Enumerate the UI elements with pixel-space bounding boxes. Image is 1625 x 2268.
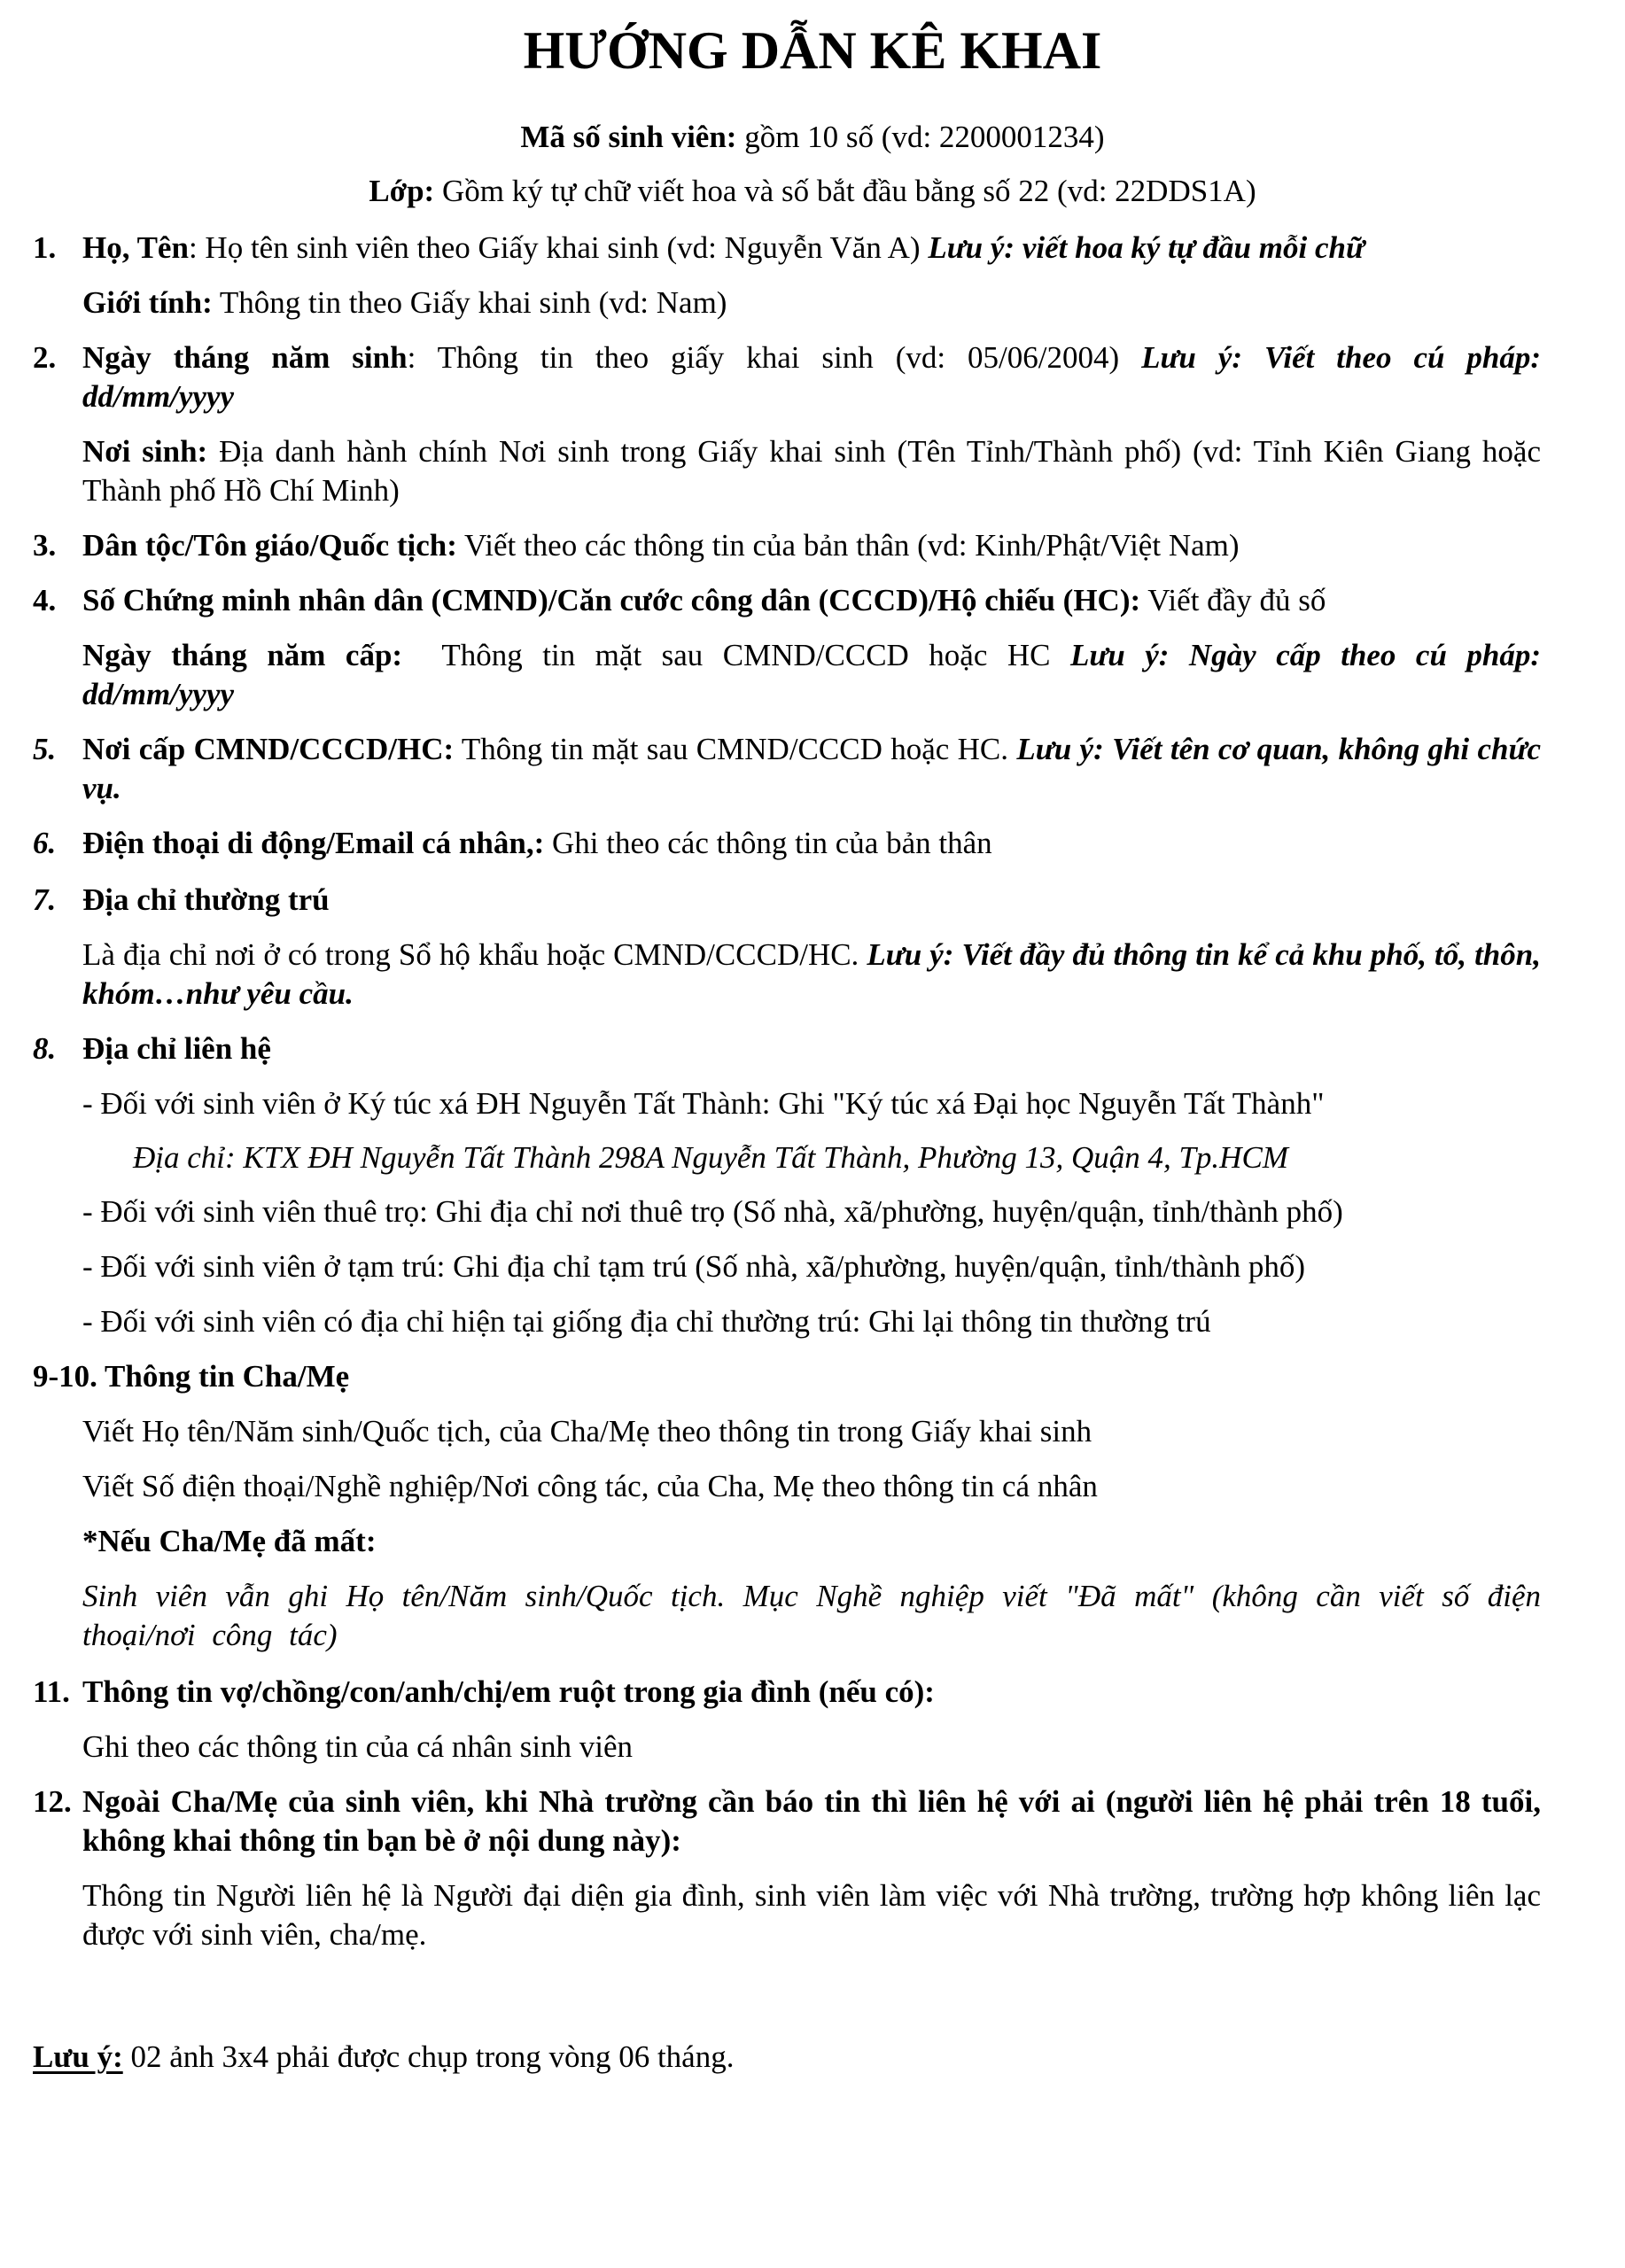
item-label: Thông tin vợ/chồng/con/anh/chị/em ruột trong gia đình (nếu có): — [82, 1674, 935, 1709]
student-id-line — [0, 118, 1625, 157]
issue-label: Ngày tháng năm cấp: — [82, 638, 403, 672]
item-label: Nơi cấp CMND/CCCD/HC: — [82, 732, 455, 766]
item-note: Lưu ý: Viết theo cú pháp: dd/mm/yyyy — [82, 340, 1541, 414]
contact-address-temporary: - Đối với sinh viên ở tạm trú: Ghi địa chỉ tạm trú (Số nhà, xã/phường, huyện/quận, tỉnh/thành phố) — [82, 1249, 1305, 1284]
item-number: 4. — [33, 583, 57, 617]
item-text: Viết đầy đủ số — [1140, 583, 1326, 617]
parents-line-2: Viết Số điện thoại/Nghề nghiệp/Nơi công tác, của Cha, Mẹ theo thông tin cá nhân — [82, 1469, 1098, 1503]
item-number: 6. — [33, 826, 57, 860]
student-id-text: gồm 10 số (vd: 2200001234) — [736, 120, 1105, 154]
item-text: Viết theo các thông tin của bản thân (vd: Kinh/Phật/Việt Nam) — [456, 528, 1240, 563]
item-permanent-address-heading — [82, 881, 1541, 920]
item-full-name — [82, 229, 1541, 268]
gender-label: Giới tính: — [82, 285, 213, 320]
item-number: 2. — [33, 340, 57, 375]
item-label: Dân tộc/Tôn giáo/Quốc tịch: — [82, 528, 457, 563]
item-text: : Họ tên sinh viên theo Giấy khai sinh (vd: Nguyễn Văn A) — [188, 230, 929, 265]
birthplace-text: Địa danh hành chính Nơi sinh trong Giấy khai sinh (Tên Tỉnh/Thành phố) (vd: Tỉnh Kiên Giang hoặc Thành phố Hồ Chí Minh) — [82, 434, 1541, 508]
item-number-heading — [33, 1357, 349, 1396]
item-number: 11. — [33, 1674, 70, 1709]
item-label: Địa chỉ liên hệ — [82, 1031, 271, 1066]
item-permanent-address — [82, 936, 1541, 1014]
item-number: 5. — [33, 732, 57, 766]
contact-address-dorm: - Đối với sinh viên ở Ký túc xá ĐH Nguyễn Tất Thành: Ghi "Ký túc xá Đại học Nguyễn Tất Thành" — [82, 1086, 1325, 1121]
dorm-address: Địa chỉ: KTX ĐH Nguyễn Tất Thành 298A Nguyễn Tất Thành, Phường 13, Quận 4, Tp.HCM — [133, 1140, 1288, 1175]
item-note: Lưu ý: Viết tên cơ quan, không ghi chức vụ. — [82, 732, 1541, 805]
parents-deceased-text: Sinh viên vẫn ghi Họ tên/Năm sinh/Quốc tịch. Mục Nghề nghiệp viết "Đã mất" (không cần viết số điện thoại/nơi công tác) — [82, 1579, 1541, 1652]
item-contact-info — [82, 824, 1541, 863]
item-issue-place — [82, 730, 1541, 808]
parents-line-1: Viết Họ tên/Năm sinh/Quốc tịch, của Cha/Mẹ theo thông tin trong Giấy khai sinh — [82, 1414, 1092, 1449]
item-label: Thông tin Cha/Mẹ — [105, 1359, 350, 1394]
item-note: Lưu ý: viết hoa ký tự đầu mỗi chữ — [928, 230, 1365, 265]
issue-text: Thông tin mặt sau CMND/CCCD hoặc HC — [402, 638, 1070, 672]
class-text: Gồm ký tự chữ viết hoa và số bắt đầu bằng số 22 (vd: 22DDS1A) — [434, 174, 1256, 208]
item-number: 8. — [33, 1031, 57, 1066]
item-label: Ngày tháng năm sinh — [82, 340, 408, 375]
item-label: Họ, Tên — [82, 230, 189, 265]
item-contact-address-heading — [82, 1029, 1541, 1068]
footer-note — [33, 2038, 734, 2077]
item-number: 1. — [33, 230, 57, 265]
student-id-label: Mã số sinh viên: — [520, 120, 737, 154]
item-family-heading — [82, 1673, 1541, 1712]
item-number: 12. — [33, 1784, 72, 1819]
item-birth-date — [82, 338, 1541, 416]
item-id-number — [82, 581, 1541, 620]
item-family-text: Ghi theo các thông tin của cá nhân sinh viên — [82, 1729, 634, 1764]
item-emergency-text: Thông tin Người liên hệ là Người đại diện gia đình, sinh viên làm việc với Nhà trường, trường hợp không liên lạc được với sinh viên, cha/mẹ. — [82, 1878, 1541, 1952]
item-emergency-heading: Ngoài Cha/Mẹ của sinh viên, khi Nhà trường cần báo tin thì liên hệ với ai (người liên hệ phải trên 18 tuổi, không khai thông tin bạn bè ở nội dung này): — [82, 1784, 1541, 1858]
class-line — [0, 172, 1625, 211]
class-label: Lớp: — [369, 174, 435, 208]
item-number: 9-10. — [33, 1359, 97, 1394]
item-text: Ghi theo các thông tin của bản thân — [544, 826, 992, 860]
item-label: Điện thoại di động/Email cá nhân,: — [82, 826, 545, 860]
gender-text: Thông tin theo Giấy khai sinh (vd: Nam) — [212, 285, 727, 320]
item-ethnicity — [82, 526, 1541, 565]
item-birthplace — [82, 432, 1541, 510]
birthplace-label: Nơi sinh: — [82, 434, 208, 469]
item-gender — [82, 284, 1541, 322]
footer-note-text: 02 ảnh 3x4 phải được chụp trong vòng 06 tháng. — [122, 2039, 735, 2074]
contact-address-rent: - Đối với sinh viên thuê trọ: Ghi địa chỉ nơi thuê trọ (Số nhà, xã/phường, huyện/quận, tỉnh/thành phố) — [82, 1194, 1343, 1229]
item-text: : Thông tin theo giấy khai sinh (vd: 05/06/2004) — [407, 340, 1142, 375]
item-issue-date — [82, 636, 1541, 714]
item-text: Là địa chỉ nơi ở có trong Sổ hộ khẩu hoặc CMND/CCCD/HC. — [82, 937, 867, 972]
item-number: 7. — [33, 882, 57, 917]
contact-address-same: - Đối với sinh viên có địa chỉ hiện tại giống địa chỉ thường trú: Ghi lại thông tin thường trú — [82, 1304, 1211, 1339]
item-label: Địa chỉ thường trú — [82, 882, 330, 917]
document-title: HƯỚNG DẪN KÊ KHAI — [523, 21, 1102, 80]
issue-note: Lưu ý: Ngày cấp theo cú pháp: dd/mm/yyyy — [82, 638, 1542, 711]
footer-note-label: Lưu ý: — [33, 2039, 123, 2074]
item-label: Số Chứng minh nhân dân (CMND)/Căn cước công dân (CCCD)/Hộ chiếu (HC): — [82, 583, 1141, 617]
item-note: Lưu ý: Viết đầy đủ thông tin kể cả khu phố, tổ, thôn, khóm…như yêu cầu. — [82, 937, 1541, 1011]
parents-deceased-label: *Nếu Cha/Mẹ đã mất: — [82, 1524, 377, 1558]
item-number: 3. — [33, 528, 57, 563]
item-text: Thông tin mặt sau CMND/CCCD hoặc HC. — [454, 732, 1017, 766]
